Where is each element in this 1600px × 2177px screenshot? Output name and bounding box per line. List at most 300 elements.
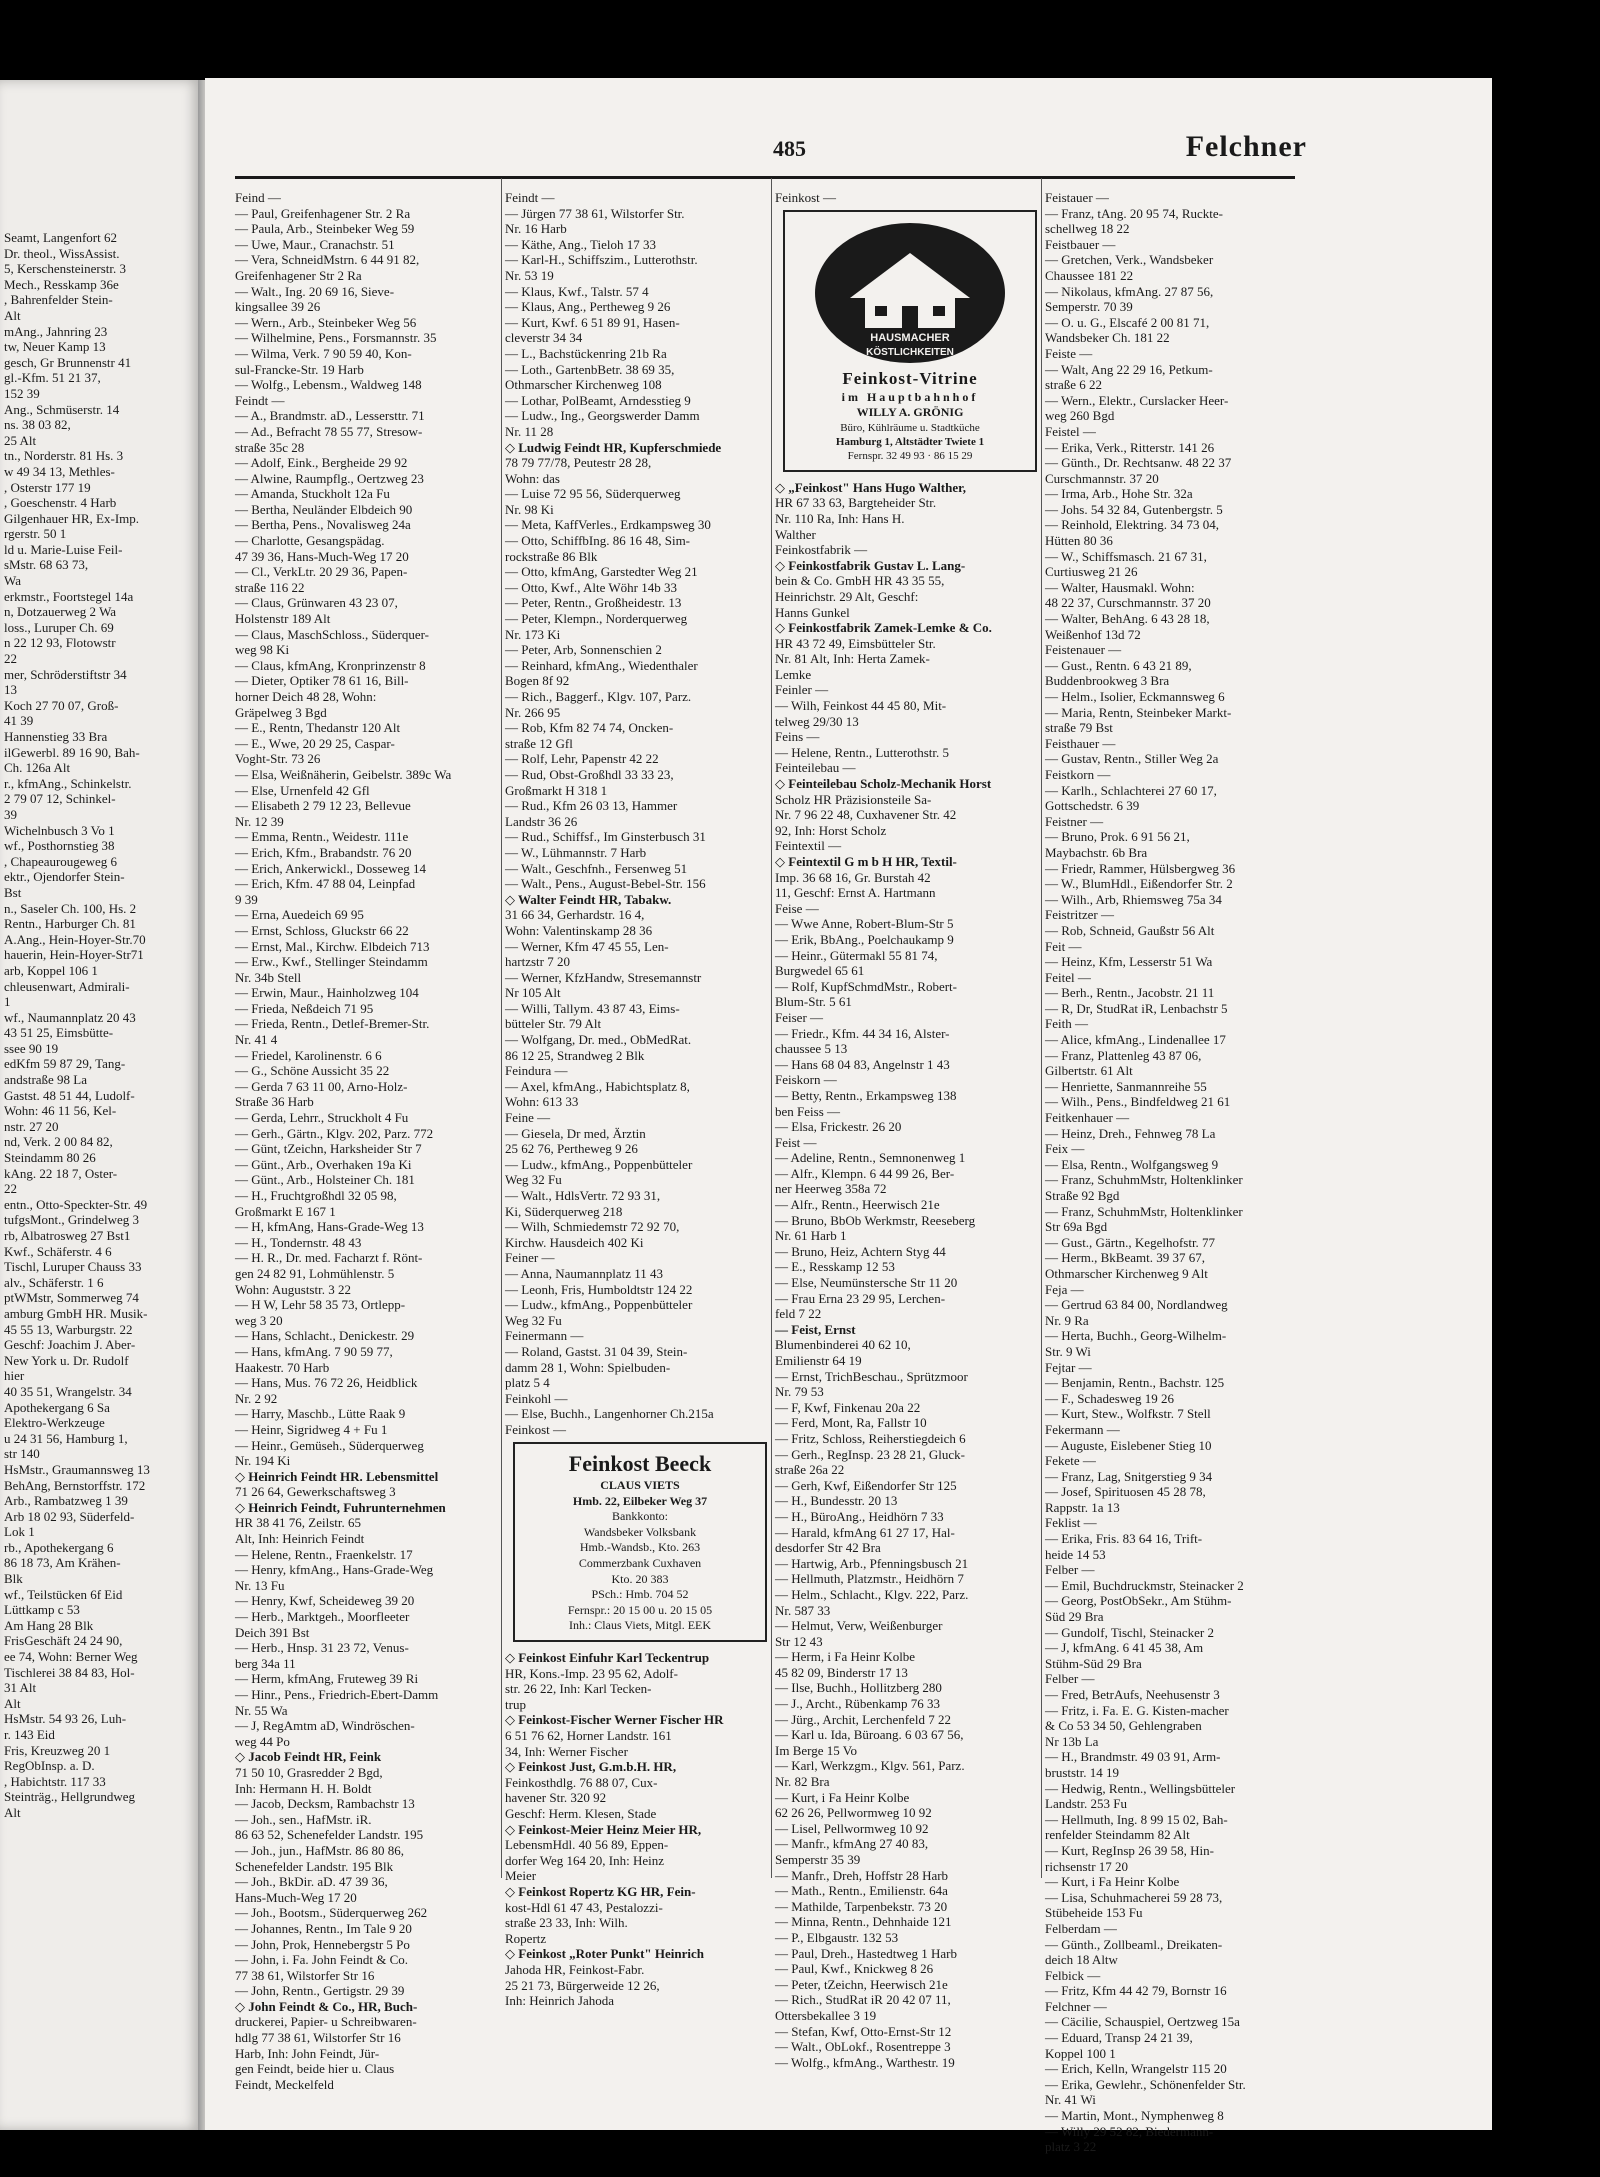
directory-entry: 71 26 64, Gewerkschaftsweg 3 xyxy=(235,1484,396,1500)
svg-text:HAUSMACHER: HAUSMACHER xyxy=(870,331,950,344)
directory-entry: — Rud., Kfm 26 03 13, Hammer xyxy=(505,798,678,814)
directory-entry: — Franz, tAng. 20 95 74, Ruckte- xyxy=(1045,205,1224,221)
directory-entry: ◇ Jacob Feindt HR, Feink xyxy=(235,1749,382,1765)
directory-entry: Nr. 61 Harb 1 xyxy=(775,1228,847,1244)
directory-entry: — Rolf, KupfSchmdMstr., Robert- xyxy=(775,978,957,994)
directory-entry: — Wilh., Pens., Bindfeldweg 21 61 xyxy=(1045,1094,1231,1110)
directory-entry: — H. R., Dr. med. Facharzt f. Rönt- xyxy=(235,1250,423,1266)
left-page-line: ssee 90 19 xyxy=(4,1040,59,1056)
left-page-line: 39 xyxy=(4,806,17,822)
directory-entry: — Karl u. Ida, Büroang. 6 03 67 56, xyxy=(775,1727,964,1743)
surname-heading: Feiner — xyxy=(505,1250,555,1266)
directory-entry: LebensmHdl. 40 56 89, Eppen- xyxy=(505,1837,669,1853)
left-page-line: Am Hang 28 Blk xyxy=(4,1617,94,1633)
directory-entry: — E., Wwe, 20 29 25, Caspar- xyxy=(235,735,395,751)
directory-entry: — Friedr., Kfm. 44 34 16, Alster- xyxy=(775,1025,950,1041)
directory-entry: — Bertha, Pens., Novalisweg 24a xyxy=(235,517,411,533)
left-page-line: amburg GmbH HR. Musik- xyxy=(4,1305,148,1321)
directory-entry: chaussee 5 13 xyxy=(775,1041,848,1057)
directory-entry: ◇ Feinkostfabrik Zamek-Lemke & Co. xyxy=(775,620,992,636)
left-page-line: Ch. 126a Alt xyxy=(4,760,71,776)
directory-entry: Curschmannstr. 37 20 xyxy=(1045,470,1159,486)
surname-heading: Feiskorn — xyxy=(775,1072,837,1088)
directory-entry: renfelder Steindamm 82 Alt xyxy=(1045,1827,1190,1843)
directory-entry: Str. 9 Wi xyxy=(1045,1343,1091,1359)
directory-entry: — Rolf, Lehr, Papenstr 42 22 xyxy=(505,751,659,767)
directory-entry: Semperstr 35 39 xyxy=(775,1852,861,1868)
surname-heading: Feitel — xyxy=(1045,969,1091,985)
directory-entry: Emilienstr 64 19 xyxy=(775,1353,862,1369)
left-page-line: Fris, Kreuzweg 20 1 xyxy=(4,1742,111,1758)
svg-text:KÖSTLICHKEITEN: KÖSTLICHKEITEN xyxy=(866,346,954,358)
directory-entry: — Kurt, Kwf. 6 51 89 91, Hasen- xyxy=(505,314,680,330)
directory-entry: — Johs. 54 32 84, Gutenbergstr. 5 xyxy=(1045,501,1223,517)
surname-heading: Feiser — xyxy=(775,1009,824,1025)
left-page-line: HsMstr., Graumannsweg 13 xyxy=(4,1461,150,1477)
surname-heading: Feitkenhauer — xyxy=(1045,1110,1130,1126)
directory-entry: — Heinr., Gütermakl 55 81 74, xyxy=(775,947,938,963)
surname-heading: Felchner — xyxy=(1045,1998,1107,2014)
directory-entry: ◇ Feinkost-Meier Heinz Meier HR, xyxy=(505,1821,702,1837)
directory-entry: — Klaus, Kwf., Talstr. 57 4 xyxy=(505,283,649,299)
directory-entry: — Feist, Ernst xyxy=(775,1321,856,1337)
directory-entry: 78 79 77/78, Peutestr 28 28, xyxy=(505,455,652,471)
directory-entry: ◇ Feinkost Ropertz KG HR, Fein- xyxy=(505,1883,696,1899)
directory-entry: — Erich, Kfm., Brabandstr. 76 20 xyxy=(235,844,412,860)
directory-entry: — Rich., Baggerf., Klgv. 107, Parz. xyxy=(505,689,692,704)
surname-heading: Feistel — xyxy=(1045,423,1096,439)
directory-entry: — Paul, Dreh., Hastedtweg 1 Harb xyxy=(775,1945,957,1961)
directory-entry: — Herta, Buchh., Georg-Wilhelm- xyxy=(1045,1328,1227,1344)
ad-line: Wandsbeker Volksbank xyxy=(583,1524,697,1539)
directory-entry: ◇ Heinrich Feindt HR. Lebensmittel xyxy=(235,1468,439,1484)
left-page-line: 2 79 07 12, Schinkel- xyxy=(4,791,116,807)
directory-entry: bruststr. 14 19 xyxy=(1045,1764,1120,1780)
directory-entry: — Alwine, Raumpflg., Oertzweg 23 xyxy=(235,470,424,486)
left-page-line: RegObInsp. a. D. xyxy=(4,1758,95,1774)
directory-entry: 86 12 25, Strandweg 2 Blk xyxy=(505,1047,645,1063)
surname-heading: Felber — xyxy=(1045,1671,1095,1687)
directory-entry: — Amanda, Stuckholt 12a Fu xyxy=(235,486,390,502)
farmhouse-logo-icon xyxy=(810,218,1010,368)
directory-entry: — Elsa, Frickestr. 26 20 xyxy=(775,1119,902,1135)
directory-entry: kingsallee 39 26 xyxy=(235,299,321,315)
directory-entry: HR 38 41 76, Zeilstr. 65 xyxy=(235,1515,362,1531)
directory-entry: — Joh., Bootsm., Süderquerweg 262 xyxy=(235,1905,428,1921)
directory-entry: — H., BüroAng., Heidhörn 7 33 xyxy=(775,1508,944,1524)
directory-entry: Kirchw. Hausdeich 402 Ki xyxy=(505,1234,644,1250)
directory-entry: Curtiusweg 21 26 xyxy=(1045,564,1138,580)
directory-entry: — Otto, kfmAng, Garstedter Weg 21 xyxy=(505,564,698,580)
left-page-line: Arb 18 02 93, Süderfeld- xyxy=(4,1508,135,1524)
directory-entry: — Ilse, Buchh., Hollitzberg 280 xyxy=(775,1680,942,1696)
left-page-line: Alt xyxy=(4,307,21,323)
left-page-line: hier xyxy=(4,1368,25,1384)
directory-entry: HR, Kons.-Imp. 23 95 62, Adolf- xyxy=(505,1665,678,1681)
directory-entry: — Gust., Gärtn., Kegelhofstr. 77 xyxy=(1045,1234,1216,1250)
left-page-line: Arb., Rambatzweg 1 39 xyxy=(4,1493,128,1509)
left-page-line: rgerstr. 50 1 xyxy=(4,526,67,542)
directory-entry: — Manfr., Dreh, Hoffstr 28 Harb xyxy=(775,1867,949,1883)
directory-entry: — Erich, Ankerwickl., Dosseweg 14 xyxy=(235,860,426,876)
directory-entry: ◇ Feinkost-Fischer Werner Fischer HR xyxy=(505,1712,724,1728)
surname-heading: Felberdam — xyxy=(1045,1920,1117,1936)
directory-entry: — Wolfg., kfmAng., Warthestr. 19 xyxy=(775,2054,955,2070)
directory-entry: Nr. 41 Wi xyxy=(1045,2092,1096,2108)
directory-entry: — W., Schiffsmasch. 21 67 31, xyxy=(1045,548,1207,564)
left-page-line: Wa xyxy=(4,573,21,589)
directory-entry: straße 26a 22 xyxy=(775,1462,845,1478)
directory-entry: — Fritz, Kfm 44 42 79, Bornstr 16 xyxy=(1045,1983,1227,1999)
left-page-line: 31 Alt xyxy=(4,1680,37,1696)
directory-entry: — Franz, Lag, Snitgerstieg 9 34 xyxy=(1045,1468,1213,1484)
surname-heading: Feistner — xyxy=(1045,813,1104,829)
left-page-line: Ang., Schmüserstr. 14 xyxy=(4,401,120,417)
directory-entry: Nr. 81 Alt, Inh: Herta Zamek- xyxy=(775,651,930,667)
directory-entry: — Harry, Maschb., Lütte Raak 9 xyxy=(235,1406,406,1422)
directory-entry: bein & Co. GmbH HR 43 35 55, xyxy=(775,573,945,589)
directory-entry: Nr. 53 19 xyxy=(505,267,554,283)
directory-entry: — Paul, Greifenhagener Str. 2 Ra xyxy=(235,205,411,221)
directory-entry: HR 43 72 49, Eimsbütteler Str. xyxy=(775,635,936,651)
directory-entry: Bogen 8f 92 xyxy=(505,673,570,689)
left-page-line: w 49 34 13, Methles- xyxy=(4,463,115,479)
left-page-line: Geschf: Joachim J. Aber- xyxy=(4,1337,136,1353)
directory-entry: Semperstr. 70 39 xyxy=(1045,299,1133,315)
surname-heading: Fekermann — xyxy=(1045,1421,1120,1437)
directory-entry: — Heinr, Sigridweg 4 + Fu 1 xyxy=(235,1421,388,1437)
left-page-line: 40 35 51, Wrangelstr. 34 xyxy=(4,1383,132,1399)
surname-heading: Feiste — xyxy=(1045,345,1093,361)
directory-entry: — Otto, SchiffbIng. 86 16 48, Sim- xyxy=(505,533,691,549)
left-page-line: gesch, Gr Brunnenstr 41 xyxy=(4,354,132,370)
directory-column-2 xyxy=(505,190,767,2009)
directory-entry: — Charlotte, Gesangspädag. xyxy=(235,533,385,549)
surname-heading: Feja — xyxy=(1045,1281,1084,1297)
left-page-line: HsMstr. 54 93 26, Luh- xyxy=(4,1711,127,1727)
directory-entry: 6 51 76 62, Horner Landstr. 161 xyxy=(505,1728,672,1743)
left-page-line: wf., Naumannplatz 20 43 xyxy=(4,1009,136,1025)
left-page-line: Lok 1 xyxy=(4,1524,35,1540)
directory-entry: — Friedr, Rammer, Hülsbergweg 36 xyxy=(1045,860,1236,876)
directory-entry: Hans-Much-Weg 17 20 xyxy=(235,1889,357,1905)
directory-entry: — Helene, Rentn., Lutterothstr. 5 xyxy=(775,744,950,760)
directory-entry: — Wilhelmine, Pens., Forsmannstr. 35 xyxy=(235,330,437,346)
directory-entry: — Hans, kfmAng. 7 90 59 77, xyxy=(235,1343,393,1359)
surname-heading: Felbick — xyxy=(1045,1967,1101,1983)
directory-entry: — Wern., Arb., Steinbeker Weg 56 xyxy=(235,314,417,330)
directory-entry: — Axel, kfmAng., Habichtsplatz 8, xyxy=(505,1078,690,1094)
left-page-line: tn., Norderstr. 81 Hs. 3 xyxy=(4,448,124,464)
directory-entry: — Erwin, Maur., Hainholzweg 104 xyxy=(235,985,419,1001)
left-page-line: r. 143 Eid xyxy=(4,1727,55,1742)
directory-entry: 9 39 xyxy=(235,891,258,907)
surname-heading: Feinteilebau — xyxy=(775,760,856,776)
ad-owner: CLAUS VIETS xyxy=(600,1478,680,1493)
directory-entry: — Gretchen, Verk., Wandsbeker xyxy=(1045,252,1214,268)
directory-entry: Voght-Str. 73 26 xyxy=(235,751,321,767)
left-page-line: Koch 27 70 07, Groß- xyxy=(4,697,119,713)
directory-entry: — Kurt, RegInsp 26 39 58, Hin- xyxy=(1045,1842,1214,1858)
surname-heading: Feins — xyxy=(775,729,820,745)
directory-entry: Süd 29 Bra xyxy=(1045,1609,1104,1625)
directory-entry: Nr. 9 Ra xyxy=(1045,1312,1089,1328)
directory-entry: — Lisa, Schuhmacherei 59 28 73, xyxy=(1045,1889,1223,1905)
directory-entry: — A., Brandmstr. aD., Lessersttr. 71 xyxy=(235,408,425,424)
directory-entry: — Franz, Plattenleg 43 87 06, xyxy=(1045,1047,1202,1063)
directory-entry: 77 38 61, Wilstorfer Str 16 xyxy=(235,1967,375,1983)
directory-entry: Walther xyxy=(775,526,816,542)
ad-line: Büro, Kühlräume u. Stadtküche xyxy=(840,421,980,434)
directory-entry: Hütten 80 36 xyxy=(1045,533,1113,549)
left-page-line: 1 xyxy=(4,994,11,1010)
directory-entry: — P., Elbgaustr. 132 53 xyxy=(775,1929,899,1945)
advertisement-beeck xyxy=(513,1442,767,1643)
directory-entry: — Adeline, Rentn., Semnonenweg 1 xyxy=(775,1150,966,1166)
directory-entry: — Peter, tZeichn, Heerwisch 21e xyxy=(775,1976,948,1992)
directory-entry: sul-Francke-Str. 19 Harb xyxy=(235,361,364,377)
directory-entry: — Betty, Rentn., Erkampsweg 138 xyxy=(775,1087,957,1103)
ad-line: Inh.: Claus Viets, Mitgl. EEK xyxy=(568,1618,712,1633)
directory-entry: — Mathilde, Tarpenbekstr. 73 20 xyxy=(775,1898,948,1914)
left-page-line: n 22 12 93, Flotowstr xyxy=(4,635,116,651)
left-page-line: Seamt, Langenfort 62 xyxy=(4,230,117,245)
directory-entry: — Frieda, Rentn., Detlef-Bremer-Str. xyxy=(235,1016,430,1032)
directory-entry: Holstenstr 189 Alt xyxy=(235,611,331,627)
directory-entry: — Hellmuth, Ing. 8 99 15 02, Bah- xyxy=(1045,1811,1228,1827)
directory-entry: — Herb., Marktgeh., Moorfleeter xyxy=(235,1609,410,1625)
directory-entry: — Roland, Gastst. 31 04 39, Stein- xyxy=(505,1343,688,1359)
directory-entry: — Gerh., Gärtn., Klgv. 202, Parz. 772 xyxy=(235,1125,434,1141)
left-page-line: tw, Neuer Kamp 13 xyxy=(4,339,106,355)
directory-column-4 xyxy=(1045,190,1307,2155)
surname-heading: Feistauer — xyxy=(1045,190,1109,205)
surname-heading: Feind — xyxy=(235,190,281,205)
advertisement-gronig xyxy=(783,210,1037,472)
directory-entry: — Bruno, Heiz, Achtern Styg 44 xyxy=(775,1243,946,1259)
directory-entry: — Gerda, Lehrr., Struckholt 4 Fu xyxy=(235,1110,409,1126)
directory-entry: — Gerh, Kwf, Eißendorfer Str 125 xyxy=(775,1477,957,1493)
ad-phone: Fernspr. 32 49 93 · 86 15 29 xyxy=(847,450,973,463)
directory-entry: Blum-Str. 5 61 xyxy=(775,994,852,1010)
left-page-line: , Goeschenstr. 4 Harb xyxy=(4,495,117,511)
directory-entry: Wohn: 613 33 xyxy=(505,1094,579,1110)
left-page-line: ee 74, Wohn: Berner Weg xyxy=(4,1649,138,1665)
surname-heading: Feistritzer — xyxy=(1045,907,1114,923)
directory-entry: Ki, Süderquerweg 218 xyxy=(505,1203,623,1219)
surname-heading: Feindt — xyxy=(505,190,555,205)
directory-entry: 48 22 37, Curschmannstr. 37 20 xyxy=(1045,595,1211,611)
surname-heading: Feinkohl — xyxy=(505,1390,568,1406)
left-page-line: 86 18 73, Am Krähen- xyxy=(4,1555,121,1571)
directory-entry: ◇ Feinkost „Roter Punkt" Heinrich xyxy=(505,1946,704,1962)
directory-entry: — H., Bundesstr. 20 13 xyxy=(775,1493,898,1509)
directory-entry: — Heinz, Dreh., Fehnweg 78 La xyxy=(1045,1125,1216,1141)
directory-entry: telweg 29/30 13 xyxy=(775,713,859,729)
directory-entry: — Vera, SchneidMstrn. 6 44 91 82, xyxy=(235,252,420,268)
directory-entry: weg 3 20 xyxy=(235,1312,283,1328)
left-page-line: ns. 38 03 82, xyxy=(4,417,71,433)
directory-entry: — Ernst, TrichBeschau., Sprützmoor xyxy=(775,1368,968,1384)
directory-entry: — Adolf, Eink., Bergheide 29 92 xyxy=(235,455,408,471)
directory-entry: Wohn: Auguststr. 3 22 xyxy=(235,1281,351,1297)
directory-entry: — Rich., StudRat iR 20 42 07 11, xyxy=(775,1992,951,2008)
directory-entry: Weg 32 Fu xyxy=(505,1172,562,1188)
page-number: 485 xyxy=(773,136,806,161)
directory-entry: — John, Prok, Hennebergstr 5 Po xyxy=(235,1936,410,1952)
directory-entry: straße 6 22 xyxy=(1045,377,1103,393)
directory-entry: ◇ Feinkost Einfuhr Karl Teckentrup xyxy=(505,1650,710,1666)
directory-entry: Geschf: Herm. Klesen, Stade xyxy=(505,1805,657,1821)
directory-entry: — Maria, Rentn, Steinbeker Markt- xyxy=(1045,704,1232,720)
surname-heading: Feine — xyxy=(505,1110,551,1126)
directory-entry: — Claus, kfmAng, Kronprinzenstr 8 xyxy=(235,657,426,673)
directory-entry: — Helmut, Verw, Weißenburger xyxy=(775,1618,943,1634)
directory-entry: Nr. 266 95 xyxy=(505,704,561,720)
directory-entry: — Werner, Kfm 47 45 55, Len- xyxy=(505,938,669,954)
directory-entry: — Karlh., Schlachterei 27 60 17, xyxy=(1045,782,1217,798)
directory-entry: — Gundolf, Tischl, Steinacker 2 xyxy=(1045,1624,1214,1640)
directory-entry: rockstraße 86 Blk xyxy=(505,548,598,564)
directory-entry: Meier xyxy=(505,1868,537,1884)
surname-heading: Fekete — xyxy=(1045,1453,1096,1469)
directory-entry: Gräpelweg 3 Bgd xyxy=(235,704,327,720)
surname-heading: Feix — xyxy=(1045,1141,1085,1157)
surname-heading: Feindt — xyxy=(235,392,285,408)
directory-entry: — Else, Neumünstersche Str 11 20 xyxy=(775,1275,958,1291)
directory-entry: — Walter, Hausmakl. Wohn: xyxy=(1045,579,1195,595)
left-page-line: , Osterstr 177 19 xyxy=(4,479,91,495)
directory-entry: — Rud, Obst-Großhdl 33 33 23, xyxy=(505,766,674,782)
directory-entry: — Joh., sen., HafMstr. iR. xyxy=(235,1811,372,1827)
directory-entry: Nr. 587 33 xyxy=(775,1602,831,1618)
directory-entry: — Jacob, Decksm, Rambachstr 13 xyxy=(235,1796,415,1812)
directory-entry: berg 34a 11 xyxy=(235,1655,296,1671)
directory-entry: — Wilh, Schmiedemstr 72 92 70, xyxy=(505,1219,680,1235)
directory-entry: — Manfr., kfmAng 27 40 83, xyxy=(775,1836,929,1852)
directory-entry: — Emma, Rentn., Weidestr. 111e xyxy=(235,829,409,845)
directory-entry: — W., Lühmannstr. 7 Harb xyxy=(505,844,647,860)
left-page-line: Tischl, Luruper Chauss 33 xyxy=(4,1259,142,1275)
directory-entry: 11, Geschf: Ernst A. Hartmann xyxy=(775,885,936,901)
ad-address: Hmb. 22, Eilbeker Weg 37 xyxy=(572,1493,708,1508)
directory-entry: — J, RegAmtm aD, Windröschen- xyxy=(235,1718,415,1734)
directory-entry: — Dieter, Optiker 78 61 16, Bill- xyxy=(235,673,409,689)
directory-entry: — Hans, Schlacht., Denickestr. 29 xyxy=(235,1328,415,1344)
directory-entry: 25 62 76, Pertheweg 9 26 xyxy=(505,1141,638,1157)
directory-entry: — J., Archt., Rübenkamp 76 33 xyxy=(775,1696,941,1712)
left-page-line: , Bahrenfelder Stein- xyxy=(4,292,113,308)
left-page-line: kAng. 22 18 7, Oster- xyxy=(4,1165,118,1181)
directory-entry: hartzstr 7 20 xyxy=(505,954,570,970)
left-page xyxy=(0,80,200,2130)
directory-entry: — Joh., BkDir. aD. 47 39 36, xyxy=(235,1874,388,1890)
left-page-line: mer, Schröderstiftstr 34 xyxy=(4,666,127,682)
directory-entry: — Fritz, i. Fa. E. G. Kisten-macher xyxy=(1045,1702,1229,1718)
surname-heading: Feinkost — xyxy=(505,1421,567,1437)
directory-entry: platz 5 4 xyxy=(505,1375,550,1391)
left-page-line: entn., Otto-Speckter-Str. 49 xyxy=(4,1196,148,1212)
directory-entry: — Erw., Kwf., Stellinger Steindamm xyxy=(235,954,428,970)
directory-entry: — G., Schöne Aussicht 35 22 xyxy=(235,1063,390,1079)
directory-entry: — H., Brandmstr. 49 03 91, Arm- xyxy=(1045,1749,1221,1765)
directory-entry: Schenefelder Landstr. 195 Blk xyxy=(235,1858,394,1874)
directory-entry: Landstr. 253 Fu xyxy=(1045,1796,1127,1812)
directory-entry: ◇ John Feindt & Co., HR, Buch- xyxy=(235,1998,418,2014)
directory-entry: — Leonh, Fris, Humboldtstr 124 22 xyxy=(505,1281,693,1297)
directory-entry: Weißenhof 13d 72 xyxy=(1045,626,1141,642)
directory-entry: Feindt, Meckelfeld xyxy=(235,2076,334,2092)
directory-entry: ◇ Feinkostfabrik Gustav L. Lang- xyxy=(775,557,966,573)
directory-entry: Chaussee 181 22 xyxy=(1045,267,1134,283)
left-page-line: rb., Apothekergang 6 xyxy=(4,1539,114,1555)
directory-entry: — Else, Buchh., Langenhorner Ch.215a xyxy=(505,1406,714,1422)
left-page-line: Kwf., Schäferstr. 4 6 xyxy=(4,1243,112,1259)
directory-entry: — Hans, Mus. 76 72 26, Heidblick xyxy=(235,1375,418,1391)
directory-entry: Blumenbinderei 40 62 10, xyxy=(775,1337,911,1353)
directory-entry: — Stefan, Kwf, Otto-Ernst-Str 12 xyxy=(775,2023,952,2039)
directory-entry: Nr. 82 Bra xyxy=(775,1774,830,1790)
directory-entry: — Claus, Grünwaren 43 23 07, xyxy=(235,595,398,611)
directory-entry: Straße 36 Harb xyxy=(235,1094,314,1110)
directory-entry: Inh: Hermann H. H. Boldt xyxy=(235,1780,372,1796)
directory-entry: gen Feindt, beide hier u. Claus xyxy=(235,2061,395,2077)
directory-entry: — Wilma, Verk. 7 90 59 40, Kon- xyxy=(235,345,412,361)
directory-entry: — Ernst, Schloss, Gluckstr 66 22 xyxy=(235,922,409,938)
directory-entry: — Walt, Ang 22 29 16, Petkum- xyxy=(1045,361,1213,377)
directory-entry: — Gust., Rentn. 6 43 21 89, xyxy=(1045,657,1192,673)
directory-entry: — Anna, Naumannplatz 11 43 xyxy=(505,1265,664,1281)
directory-entry: — Reinhard, kfmAng., Wiedenthaler xyxy=(505,657,698,673)
left-page-line: r., kfmAng., Schinkelstr. xyxy=(4,775,132,791)
directory-entry: ◇ „Feinkost" Hans Hugo Walther, xyxy=(775,479,966,495)
directory-entry: — Wilh, Feinkost 44 45 80, Mit- xyxy=(775,698,947,714)
directory-entry: — John, i. Fa. John Feindt & Co. xyxy=(235,1952,408,1968)
surname-heading: Feinkost — xyxy=(775,190,837,205)
directory-entry: — R, Dr, StudRat iR, Lenbachstr 5 xyxy=(1045,1000,1228,1016)
directory-entry: Buddenbrookweg 3 Bra xyxy=(1045,673,1170,689)
directory-entry: — Heinz, Kfm, Lesserstr 51 Wa xyxy=(1045,954,1213,970)
directory-entry: — Martin, Mont., Nymphenweg 8 xyxy=(1045,2108,1224,2124)
directory-entry: — Günt., Arb., Holsteiner Ch. 181 xyxy=(235,1172,415,1188)
directory-entry: Deich 391 Bst xyxy=(235,1624,310,1640)
left-page-line: ektr., Ojendorfer Stein- xyxy=(4,869,125,885)
directory-entry: Harb, Inh: John Feindt, Jür- xyxy=(235,2045,380,2061)
ad-owner: WILLY A. GRÖNIG xyxy=(856,405,964,420)
directory-entry: — Lisel, Pellwormweg 10 92 xyxy=(775,1820,929,1836)
directory-entry: Othmarscher Kirchenweg 9 Alt xyxy=(1045,1265,1208,1281)
directory-entry: — Ludw., Ing., Georgswerder Damm xyxy=(505,408,700,424)
directory-entry: — Günth., Dr. Rechtsanw. 48 22 37 xyxy=(1045,455,1232,471)
directory-entry: — Irma, Arb., Hohe Str. 32a xyxy=(1045,486,1193,502)
surname-heading: Felber — xyxy=(1045,1562,1095,1578)
directory-entry: Lemke xyxy=(775,666,812,682)
directory-entry: — O. u. G., Elscafé 2 00 81 71, xyxy=(1045,314,1210,330)
directory-entry: — Walt., Ing. 20 69 16, Sieve- xyxy=(235,283,395,299)
directory-entry: — Kurt, i Fa Heinr Kolbe xyxy=(1045,1874,1180,1890)
surname-heading: Feinkostfabrik — xyxy=(775,542,868,558)
directory-entry: Nr 13b La xyxy=(1045,1733,1099,1749)
directory-entry: — Ludw., kfmAng., Poppenbütteler xyxy=(505,1297,693,1313)
left-page-line: FrisGeschäft 24 24 90, xyxy=(4,1633,123,1649)
directory-entry: weg 260 Bgd xyxy=(1045,408,1115,424)
directory-entry: — Bertha, Neuländer Elbdeich 90 xyxy=(235,501,413,517)
directory-entry: — Georg, PostObSekr., Am Stühm- xyxy=(1045,1593,1232,1609)
directory-entry: Maybachstr. 6b Bra xyxy=(1045,844,1148,860)
directory-entry: — Helene, Rentn., Fraenkelstr. 17 xyxy=(235,1546,413,1562)
directory-entry: ◇ Walter Feindt HR, Tabakw. xyxy=(505,891,672,907)
directory-entry: Gilbertstr. 61 Alt xyxy=(1045,1063,1133,1079)
